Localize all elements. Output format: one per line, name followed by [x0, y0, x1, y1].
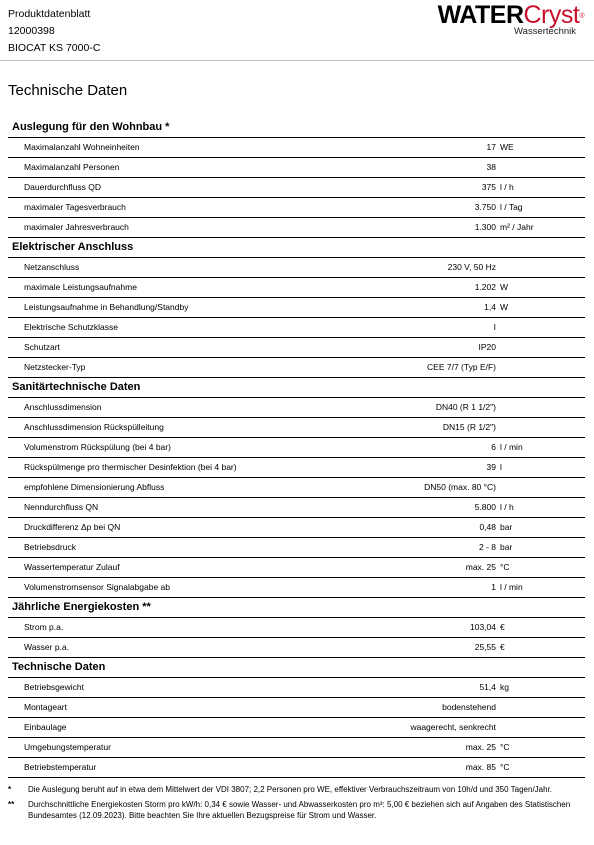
- spec-label: Montageart: [24, 702, 67, 712]
- spec-unit: °C: [500, 762, 510, 772]
- spec-label: Volumenstrom Rückspülung (bei 4 bar): [24, 442, 171, 452]
- spec-unit: kg: [500, 682, 509, 692]
- spec-label: Anschlussdimension Rückspülleitung: [24, 422, 164, 432]
- spec-row: [8, 678, 585, 698]
- model-name: BIOCAT KS 7000-C: [8, 42, 101, 54]
- spec-row: [8, 338, 585, 358]
- logo-subtitle: Wassertechnik: [514, 26, 576, 37]
- spec-row: [8, 258, 585, 278]
- spec-label: empfohlene Dimensionierung Abfluss: [24, 482, 165, 492]
- spec-value: 0,48: [479, 522, 496, 532]
- spec-unit: l / min: [500, 442, 523, 452]
- spec-value: DN50 (max. 80 °C): [424, 482, 496, 492]
- spec-row: [8, 758, 585, 778]
- spec-label: Netzstecker-Typ: [24, 362, 86, 372]
- spec-unit: l / min: [500, 582, 523, 592]
- page-title: Technische Daten: [8, 82, 128, 99]
- spec-value: 6: [491, 442, 496, 452]
- spec-label: Netzanschluss: [24, 262, 80, 272]
- spec-row: [8, 218, 585, 238]
- spec-unit: bar: [500, 522, 513, 532]
- spec-value: 3.750: [474, 202, 496, 212]
- spec-value: 1,4: [484, 302, 496, 312]
- spec-row: [8, 418, 585, 438]
- spec-row: [8, 638, 585, 658]
- logo-part-water: WATER: [437, 1, 524, 29]
- spec-label: Einbaulage: [24, 722, 67, 732]
- footnote-text: Die Auslegung beruht auf in etwa dem Mittelwert der VDI 3807; 2,2 Personen pro WE, effektiver Verbrauchszeitraum von 10h/d und 350 Tagen/Jahr.: [28, 785, 553, 794]
- footnote: [8, 799, 578, 821]
- spec-label: Dauerdurchfluss QD: [24, 182, 102, 192]
- logo-wordmark: [438, 2, 584, 28]
- footnote: [8, 784, 578, 795]
- spec-label: Betriebstemperatur: [24, 762, 97, 772]
- spec-unit: WE: [500, 142, 514, 152]
- spec-value: 2 - 8: [478, 542, 496, 552]
- spec-label: Wassertemperatur Zulauf: [24, 562, 120, 572]
- header-divider: [0, 60, 594, 61]
- spec-value: max. 25: [465, 562, 496, 572]
- spec-label: Betriebsgewicht: [24, 682, 85, 692]
- spec-label: maximaler Jahresverbrauch: [24, 222, 129, 232]
- spec-unit: €: [500, 622, 505, 632]
- spec-unit: °C: [500, 562, 510, 572]
- spec-label: Anschlussdimension: [24, 402, 102, 412]
- section-title: Technische Daten: [8, 658, 585, 678]
- spec-row: [8, 298, 585, 318]
- spec-row: [8, 438, 585, 458]
- spec-label: Betriebsdruck: [24, 542, 76, 552]
- spec-label: maximaler Tagesverbrauch: [24, 202, 126, 212]
- spec-label: Maximalanzahl Wohneinheiten: [24, 142, 140, 152]
- spec-value: 1.300: [474, 222, 496, 232]
- spec-label: Nenndurchfluss QN: [24, 502, 99, 512]
- section-title: Sanitärtechnische Daten: [8, 378, 585, 398]
- spec-value: 39: [486, 462, 496, 472]
- spec-row: [8, 178, 585, 198]
- spec-unit: l: [500, 462, 502, 472]
- spec-unit: bar: [500, 542, 513, 552]
- logo-part-cryst: Cryst: [523, 1, 580, 29]
- spec-value: 17: [486, 142, 496, 152]
- spec-row: [8, 518, 585, 538]
- spec-value: I: [493, 322, 496, 332]
- spec-row: [8, 618, 585, 638]
- spec-row: [8, 498, 585, 518]
- spec-unit: l / h: [500, 502, 514, 512]
- spec-row: [8, 558, 585, 578]
- spec-value: CEE 7/7 (Typ E/F): [427, 362, 496, 372]
- spec-row: [8, 198, 585, 218]
- spec-label: maximale Leistungsaufnahme: [24, 282, 137, 292]
- spec-unit: l / h: [500, 182, 514, 192]
- spec-table: [8, 118, 585, 778]
- footnote-mark: **: [8, 800, 15, 809]
- document-header: [8, 6, 100, 57]
- spec-label: Umgebungstemperatur: [24, 742, 111, 752]
- spec-row: [8, 458, 585, 478]
- spec-unit: m² / Jahr: [500, 222, 534, 232]
- spec-value: 51,4: [479, 682, 496, 692]
- section-title: Elektrischer Anschluss: [8, 238, 585, 258]
- spec-row: [8, 478, 585, 498]
- doc-type: Produktdatenblatt: [8, 8, 91, 20]
- spec-value: 230 V, 50 Hz: [447, 262, 496, 272]
- section-title: Auslegung für den Wohnbau *: [8, 118, 585, 138]
- spec-value: 38: [486, 162, 496, 172]
- spec-unit: W: [500, 302, 509, 312]
- spec-unit: W: [500, 282, 509, 292]
- footnote-mark: *: [8, 785, 12, 794]
- spec-row: [8, 718, 585, 738]
- spec-row: [8, 538, 585, 558]
- spec-label: Elektrische Schutzklasse: [24, 322, 119, 332]
- spec-label: Rückspülmenge pro thermischer Desinfektion (bei 4 bar): [24, 462, 237, 472]
- spec-label: Maximalanzahl Personen: [24, 162, 120, 172]
- footnotes: [8, 784, 578, 825]
- spec-row: [8, 578, 585, 598]
- spec-value: IP20: [478, 342, 496, 352]
- spec-row: [8, 138, 585, 158]
- spec-value: 25,55: [474, 642, 496, 652]
- spec-label: Schutzart: [24, 342, 60, 352]
- watercryst-logo: [438, 2, 584, 37]
- footnote-text: Durchschnittliche Energiekosten Storm pro kW/h: 0,34 € sowie Wasser- und Abwasserkosten pro m³: 5,00 € beziehen sich auf Angaben des Statistischen Bundesamtes (12.09.2023). Bitte beachten Sie Ihre aktuellen Bezugspreise für Strom und Wasser.: [28, 800, 571, 820]
- spec-label: Volumenstromsensor Signalabgabe ab: [24, 582, 171, 592]
- spec-value: 5.800: [474, 502, 496, 512]
- spec-value: 1: [491, 582, 496, 592]
- spec-label: Wasser p.a.: [24, 642, 70, 652]
- spec-value: max. 25: [465, 742, 496, 752]
- spec-value: DN40 (R 1 1/2"): [435, 402, 496, 412]
- article-number: 12000398: [8, 25, 55, 37]
- spec-row: [8, 398, 585, 418]
- spec-label: Leistungsaufnahme in Behandlung/Standby: [24, 302, 189, 312]
- spec-value: DN15 (R 1/2"): [442, 422, 496, 432]
- spec-value: bodenstehend: [442, 702, 496, 712]
- spec-value: max. 85: [465, 762, 496, 772]
- spec-row: [8, 158, 585, 178]
- spec-label: Druckdifferenz Δp bei QN: [24, 522, 121, 532]
- spec-row: [8, 278, 585, 298]
- spec-row: [8, 358, 585, 378]
- spec-row: [8, 698, 585, 718]
- spec-label: Strom p.a.: [24, 622, 64, 632]
- spec-value: 1.202: [474, 282, 496, 292]
- registered-mark: ®: [579, 13, 584, 20]
- spec-value: waagerecht, senkrecht: [410, 722, 496, 732]
- spec-value: 375: [481, 182, 496, 192]
- spec-value: 103,04: [470, 622, 496, 632]
- spec-row: [8, 738, 585, 758]
- spec-unit: €: [500, 642, 505, 652]
- spec-row: [8, 318, 585, 338]
- spec-unit: l / Tag: [500, 202, 523, 212]
- spec-unit: °C: [500, 742, 510, 752]
- section-title: Jährliche Energiekosten **: [8, 598, 585, 618]
